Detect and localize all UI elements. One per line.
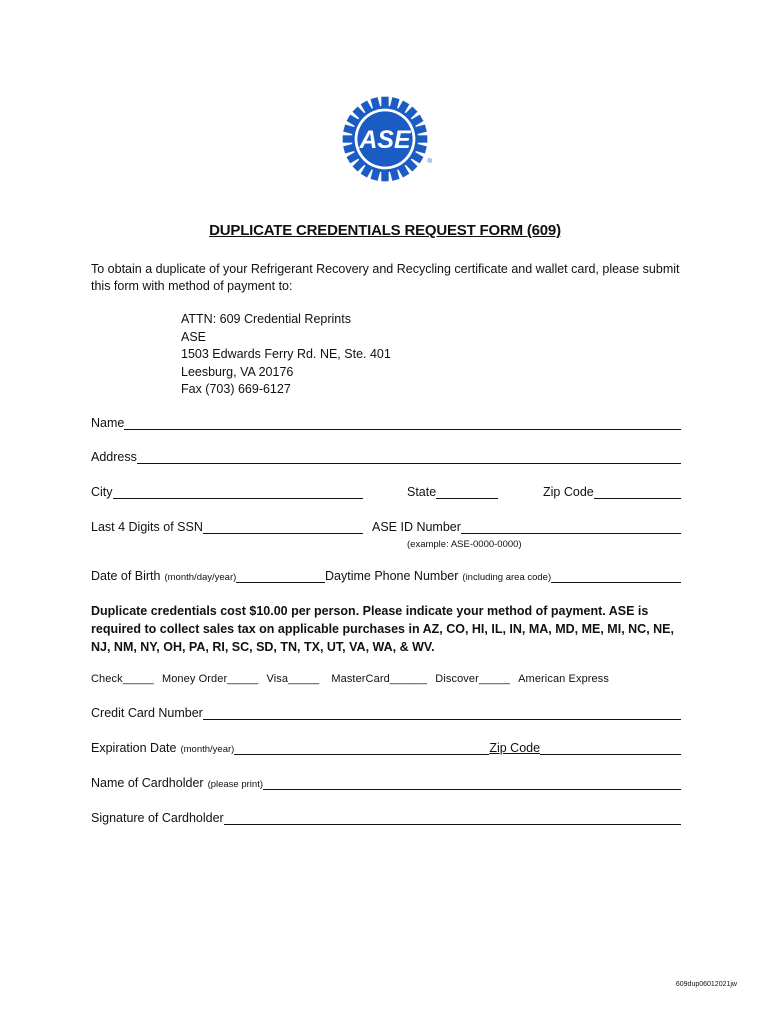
name-input-line[interactable] — [124, 417, 681, 430]
cardholder-input-line[interactable] — [263, 777, 681, 790]
ssn-input-line[interactable] — [203, 521, 363, 534]
svg-text:®: ® — [427, 157, 433, 165]
ase-id-label: ASE ID Number — [372, 520, 461, 534]
city-input-line[interactable] — [113, 486, 363, 499]
ssn-field[interactable] — [91, 520, 363, 534]
phone-input-line[interactable] — [551, 570, 681, 583]
payment-visa[interactable]: Visa_____ — [266, 673, 320, 685]
card-number-field[interactable] — [91, 706, 681, 720]
form-title: DUPLICATE CREDENTIALS REQUEST FORM (609) — [209, 222, 561, 239]
cardholder-label: Name of Cardholder — [91, 776, 204, 790]
logo-text: ASE — [359, 127, 411, 155]
signature-input-line[interactable] — [224, 812, 681, 825]
signature-label: Signature of Cardholder — [91, 811, 224, 825]
payment-discover[interactable]: Discover_____ — [435, 673, 510, 685]
ase-id-field[interactable] — [372, 520, 681, 534]
phone-label: Daytime Phone Number — [325, 569, 459, 583]
address-line: Fax (703) 669-6127 — [181, 382, 291, 396]
ssn-label: Last 4 Digits of SSN — [91, 520, 203, 534]
state-label: State — [407, 485, 437, 499]
payment-check[interactable]: Check_____ — [91, 673, 154, 685]
address-line: ASE — [181, 329, 207, 344]
card-number-label: Credit Card Number — [91, 706, 203, 720]
name-field[interactable] — [91, 416, 681, 430]
card-number-input-line[interactable] — [203, 707, 681, 720]
document-code: 609dup06012021jw — [675, 981, 737, 988]
ase-id-input-line[interactable] — [461, 521, 681, 534]
ase-logo — [339, 93, 431, 185]
address-label: Address — [91, 450, 137, 464]
payment-money-order[interactable]: Money Order_____ — [161, 673, 259, 685]
cardholder-field[interactable] — [91, 776, 681, 790]
city-field[interactable] — [91, 485, 363, 499]
expiration-label: Expiration Date — [91, 741, 177, 755]
expiration-input-line[interactable] — [234, 742, 489, 755]
expiration-note: (month/year) — [180, 744, 235, 755]
name-label: Name — [91, 416, 125, 430]
ase-id-example: (example: ASE-0000-0000) — [407, 539, 522, 550]
dob-label: Date of Birth — [91, 569, 161, 583]
address-input-line[interactable] — [137, 451, 681, 464]
dob-field[interactable] — [91, 569, 325, 583]
state-field[interactable] — [407, 485, 498, 499]
cardholder-note: (please print) — [207, 779, 264, 790]
address-line: 1503 Edwards Ferry Rd. NE, Ste. 401 — [181, 347, 391, 361]
expiration-field[interactable] — [91, 741, 681, 755]
address-line: Leesburg, VA 20176 — [181, 364, 294, 379]
phone-note: (including area code) — [462, 572, 552, 583]
mailing-address — [181, 311, 391, 399]
payment-mastercard[interactable]: MasterCard______ — [331, 673, 428, 685]
address-field[interactable] — [91, 450, 681, 464]
phone-field[interactable] — [325, 569, 681, 583]
cost-notice: Duplicate credentials cost $10.00 per person. Please indicate your method of payment. ASE is required to collect sales tax on applicable purchases in AZ, CO, HI, IL, IN, MA, MD, ME, MI, NC, NE, NJ, NM, NY, OH, PA, RI, SC, SD, TN, TX, UT, VA, WA, & WV. — [91, 604, 674, 654]
address-line: ATTN: 609 Credential Reprints — [181, 312, 351, 326]
city-label: City — [91, 485, 113, 499]
zip-label: Zip Code — [543, 485, 594, 499]
dob-input-line[interactable] — [236, 570, 325, 583]
payment-amex[interactable]: American Express — [518, 673, 609, 685]
state-input-line[interactable] — [436, 486, 498, 499]
card-zip-input-line[interactable] — [540, 742, 681, 755]
card-zip-label: Zip Code — [489, 741, 541, 755]
signature-field[interactable] — [91, 811, 681, 825]
intro-text: To obtain a duplicate of your Refrigerant Recovery and Recycling certificate and wallet card, please submit this form with method of payment to: — [91, 262, 680, 293]
dob-note: (month/day/year) — [164, 572, 237, 583]
zip-input-line[interactable] — [594, 486, 681, 499]
zip-field[interactable] — [543, 485, 681, 499]
payment-options — [91, 673, 609, 685]
